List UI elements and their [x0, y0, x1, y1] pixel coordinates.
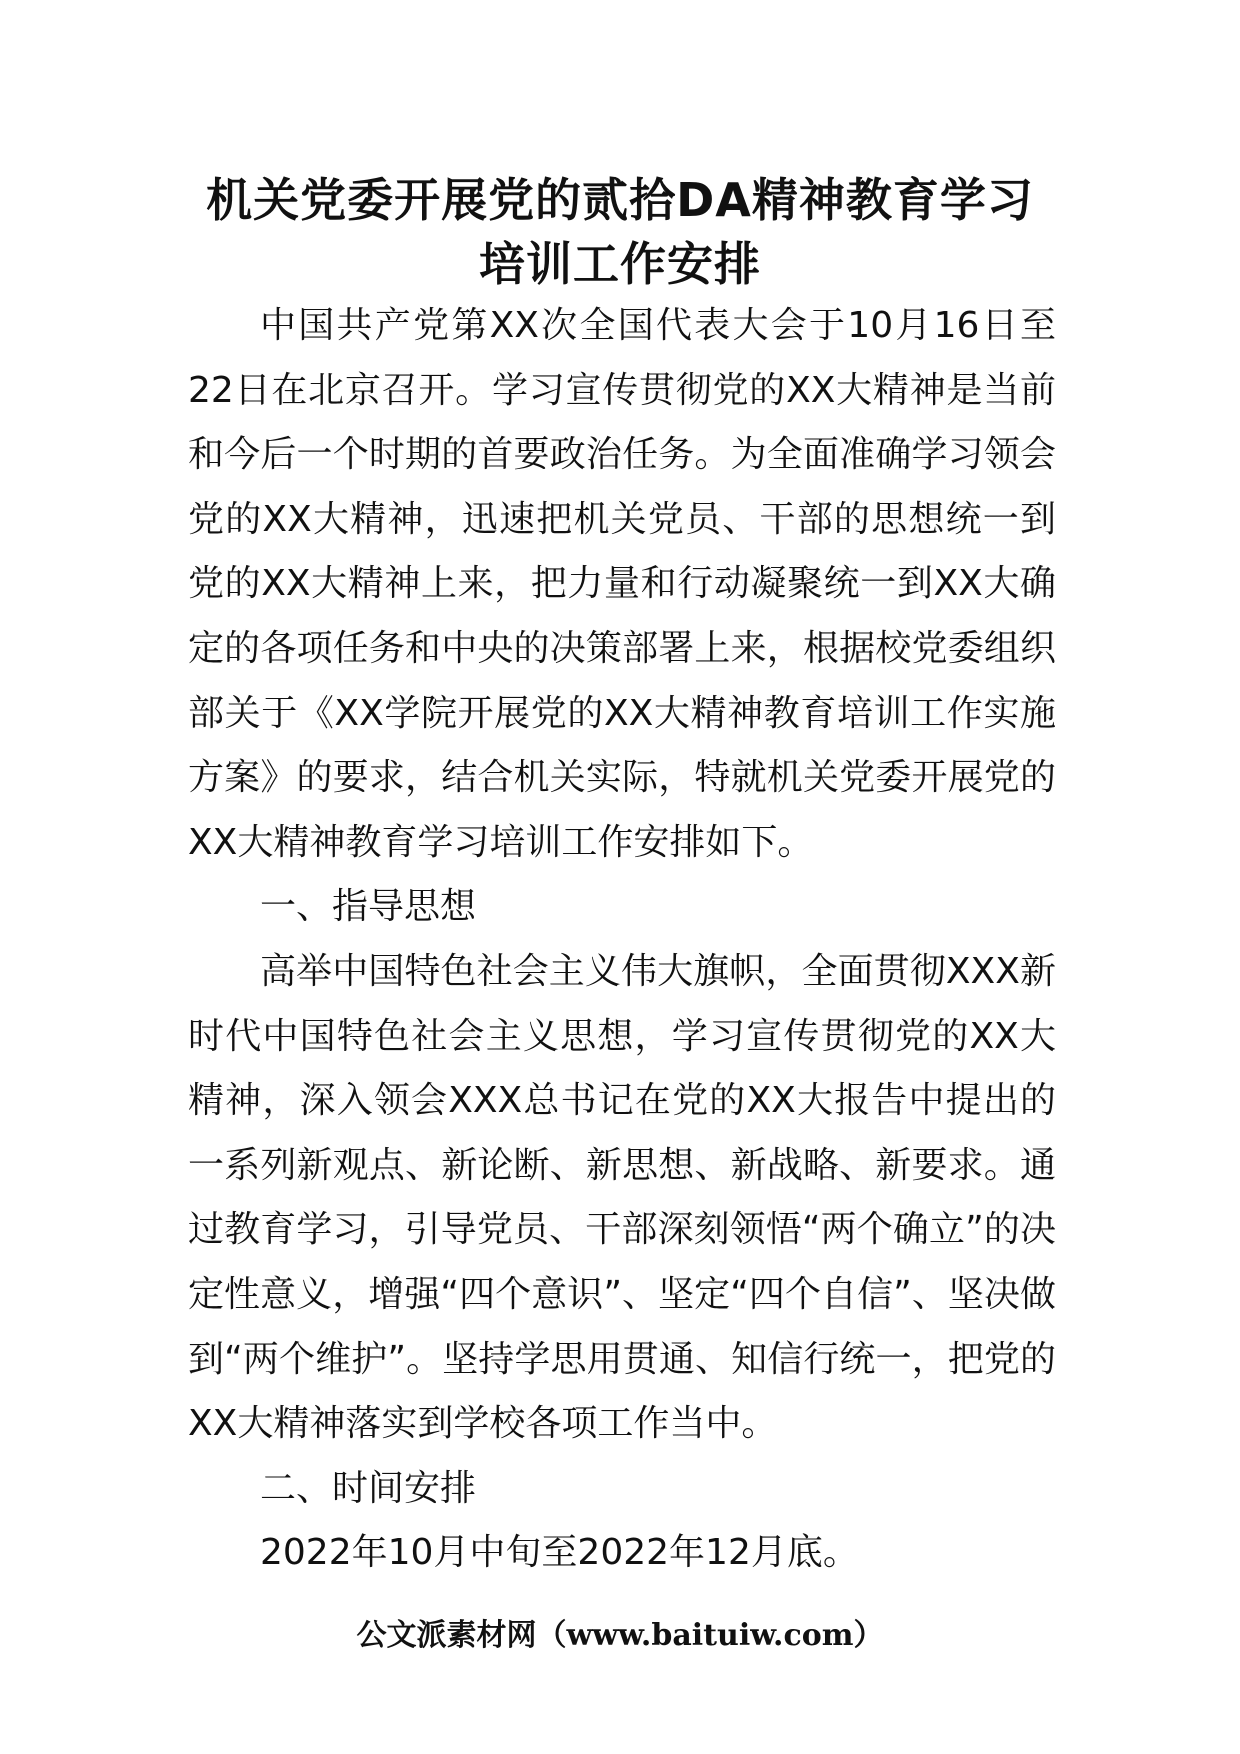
source-watermark-footer: 公文派素材网（www.baituiw.com） [356, 1618, 884, 1653]
schedule-paragraph: 2022年10月中旬至2022年12月底。 [260, 1532, 859, 1574]
section-heading-schedule: 二、时间安排 [260, 1467, 477, 1509]
document-title-line-2: 培训工作安排 [479, 237, 761, 291]
intro-paragraph: 中国共产党第XX次全国代表大会于10月16日至22日在北京召开。学习宣传贯彻党的XX大精神是当前和今后一个时期的首要政治任务。为全面准确学习领会党的XX大精神，迅速把机关党员、干部的思想统一到党的XX大精神上来，把力量和行动凝聚统一到XX大确定的各项任务和中央的决策部署上来，根据校党委组织部关于《XX学院开展党的XX大精神教育培训工作实施方案》的要求，结合机关实际，特就机关党委开展党的XX大精神教育学习培训工作安排如下。 [188, 305, 1056, 863]
document-body [188, 294, 1056, 1586]
section-heading-guiding-ideology: 一、指导思想 [260, 886, 477, 928]
document-title-line-1: 机关党委开展党的贰拾DA精神教育学习 [206, 173, 1034, 227]
guiding-ideology-paragraph: 高举中国特色社会主义伟大旗帜，全面贯彻XXX新时代中国特色社会主义思想，学习宣传贯彻党的XX大精神，深入领会XXX总书记在党的XX大报告中提出的一系列新观点、新论断、新思想、新战略、新要求。通过教育学习，引导党员、干部深刻领悟“两个确立”的决定性意义，增强“四个意识”、坚定“四个自信”、坚决做到“两个维护”。坚持学思用贯通、知信行统一，把党的XX大精神落实到学校各项工作当中。 [188, 950, 1056, 1445]
